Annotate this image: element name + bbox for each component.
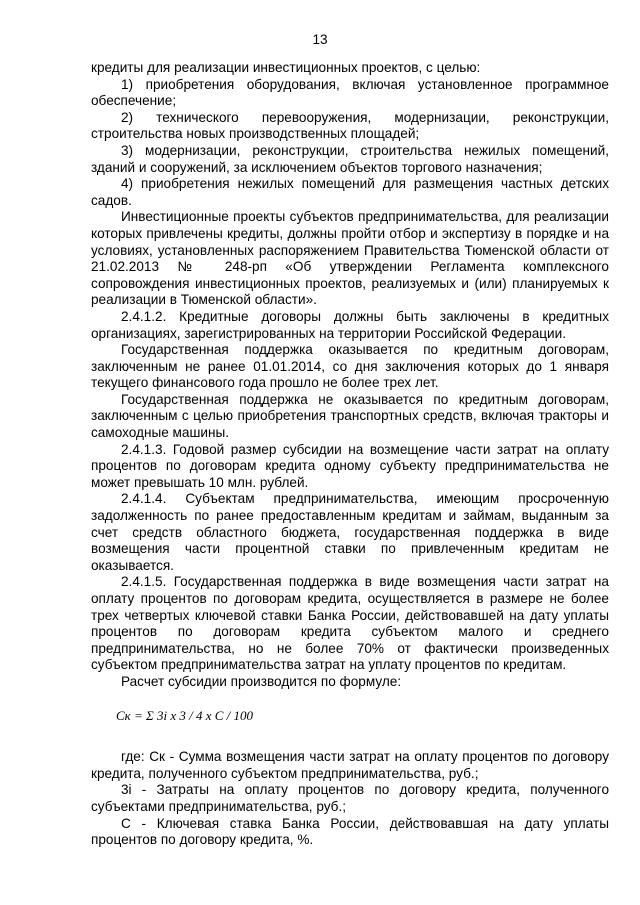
paragraph-investment-projects: Инвестиционные проекты субъектов предпринимательства, для реализации которых привлечены кредиты, должны пройти отбор и экспертизу в порядке и на условиях, установленных распоряжением Правительства Тюменской области от 21.02.2013 № 248-рп «Об утверждении Регламента комплексного сопровождения инвестиционных проектов, реализуемых и (или) планируемых к реализации в Тюменской области».: [91, 209, 609, 308]
clause-2-4-1-4: 2.4.1.4. Субъектам предпринимательства, имеющим просроченную задолженность по ранее предоставленным кредитам и займам, выданным за счет средств областного бюджета, государственная поддержка в виде возмещения части процентной ставки по привлеченным кредитам не оказывается.: [91, 491, 609, 573]
list-item-3: 3) модернизации, реконструкции, строительства нежилых помещений, зданий и сооружений, за исключением объектов торгового назначения;: [91, 142, 609, 175]
paragraph-formula-intro: Расчет субсидии производится по формуле:: [121, 673, 402, 689]
subsidy-formula: Ск = Σ 3i x 3 / 4 x C / 100: [116, 707, 254, 723]
definition-sk: где: Ск - Сумма возмещения части затрат на оплату процентов по договору кредита, полученного субъектом предпринимательства, руб.;: [91, 749, 609, 781]
list-item-1: 1) приобретения оборудования, включая установленное программное обеспечение;: [91, 76, 609, 109]
paragraph-support-exclusion: Государственная поддержка не оказывается по кредитным договорам, заключенным с целью приобретения транспортных средств, включая тракторы и самоходные машины.: [91, 391, 609, 441]
page-number: 13: [312, 32, 328, 47]
definition-c: С - Ключевая ставка Банка России, действовавшая на дату уплаты процентов по договору кредита, %.: [91, 815, 609, 848]
clause-2-4-1-2: 2.4.1.2. Кредитные договоры должны быть заключены в кредитных организациях, зарегистрированных на территории Российской Федерации.: [91, 308, 609, 341]
paragraph-intro: кредиты для реализации инвестиционных проектов, с целью:: [91, 60, 481, 75]
paragraph-support-period: Государственная поддержка оказывается по кредитным договорам, заключенным не ранее 01.01.2014, со дня заключения которых до 1 января текущего финансового года прошло не более трех лет.: [91, 342, 609, 391]
list-item-2: 2) технического перевооружения, модернизации, реконструкции, строительства новых производственных площадей;: [91, 109, 609, 142]
clause-2-4-1-3: 2.4.1.3. Годовой размер субсидии на возмещение части затрат на оплату процентов по договорам кредита одному субъекту предпринимательства не может превышать 10 млн. рублей.: [91, 441, 609, 490]
clause-2-4-1-5: 2.4.1.5. Государственная поддержка в виде возмещения части затрат на оплату процентов по договорам кредита, осуществляется в размере не более трех четвертых ключевой ставки Банка России, действовавшей на дату уплаты процентов по договорам кредита субъектом малого и среднего предпринимательства, но не более 70% от фактически произведенных субъектом предпринимательства затрат на уплату процентов по кредитам.: [91, 574, 609, 673]
document-body: [91, 60, 609, 849]
definition-3i: 3i - Затраты на оплату процентов по договору кредита, полученного субъектами предпринимательства, руб.;: [91, 782, 609, 814]
list-item-4: 4) приобретения нежилых помещений для размещения частных детских садов.: [91, 176, 609, 208]
